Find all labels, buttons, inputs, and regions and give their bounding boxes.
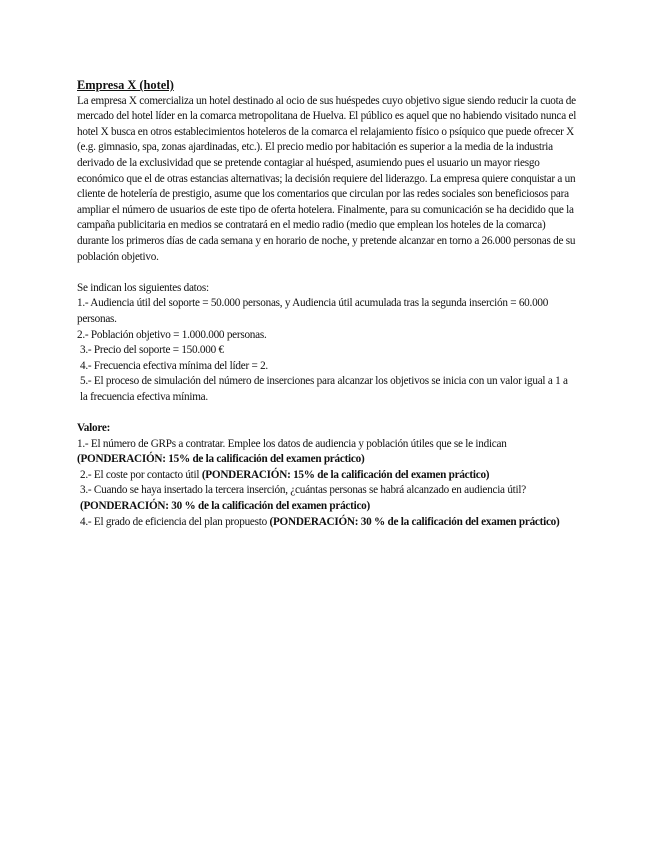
valore-item-2-weight: (PONDERACIÓN: 15% de la calificación del examen práctico) <box>201 468 490 481</box>
valore-item-3-text: 3.- Cuando se haya insertado la tercera inserción, ¿cuántas personas se habrá alcanzado en audiencia útil? <box>80 484 526 497</box>
spacer <box>77 265 577 281</box>
valore-item-4 <box>77 515 577 531</box>
spacer <box>77 405 577 421</box>
data-item-3: 3.- Precio del soporte = 150.000 € <box>80 344 224 357</box>
intro-paragraph: La empresa X comercializa un hotel destinado al ocio de sus huéspedes cuyo objetivo sigue siendo reducir la cuota de mercado del hotel líder en la comarca metropolitana de Huelva. El público es aquel que no habiendo visitado nunca el hotel X busca en otros establecimientos hoteleros de la comarca el relajamiento físico o psíquico que puede ofrecer X (e.g. gimnasio, spa, zonas ajardinadas, etc.). El precio medio por habitación es superior a la media de la industria derivado de la exclusividad que se pretende contagiar al huésped, asumiendo pues el usuario un mayor riesgo económico que el de otras estancias alternativas; la decisión requiere del liderazgo. La empresa quiere conquistar a un cliente de hotelería de prestigio, asume que los comentarios que circulan por las redes sociales son beneficiosos para ampliar el número de usuarios de este tipo de oferta hotelera. Finalmente, para su comunicación se ha decidido que la campaña publicitaria en medios se contratará en el medio radio (medio que emplean los hoteles de la comarca) durante los primeros días de cada semana y en horario de noche, y pretende alcanzar en torno a 26.000 personas de su población objetivo. <box>77 94 577 263</box>
valore-item-3-weight: (PONDERACIÓN: 30 % de la calificación del examen práctico) <box>80 500 370 513</box>
valore-item-1-text: 1.- El número de GRPs a contratar. Emplee los datos de audiencia y población útiles que se le indican <box>77 437 507 450</box>
data-intro: Se indican los siguientes datos: <box>77 281 209 294</box>
data-item-4: 4.- Frecuencia efectiva mínima del líder = 2. <box>80 359 268 372</box>
valore-label: Valore: <box>77 422 111 435</box>
valore-item-2-text: 2.- El coste por contacto útil <box>80 468 200 481</box>
valore-item-4-weight: (PONDERACIÓN: 30 % de la calificación del examen práctico) <box>269 515 560 528</box>
valore-item-3 <box>77 483 577 514</box>
valore-item-1-weight: (PONDERACIÓN: 15% de la calificación del examen práctico) <box>77 453 365 466</box>
data-item-2: 2.- Población objetivo = 1.000.000 personas. <box>77 328 267 341</box>
document-title: Empresa X (hotel) <box>77 78 174 92</box>
valore-item-4-text: 4.- El grado de eficiencia del plan propuesto <box>80 515 267 528</box>
valore-item-1 <box>77 437 577 468</box>
document-page <box>77 78 577 530</box>
valore-item-2 <box>77 468 577 484</box>
data-item-1: 1.- Audiencia útil del soporte = 50.000 personas, y Audiencia útil acumulada tras la segunda inserción = 60.000 personas. <box>77 297 549 325</box>
data-item-5: 5.- El proceso de simulación del número de inserciones para alcanzar los objetivos se inicia con un valor igual a 1 a la frecuencia efectiva mínima. <box>80 375 568 403</box>
